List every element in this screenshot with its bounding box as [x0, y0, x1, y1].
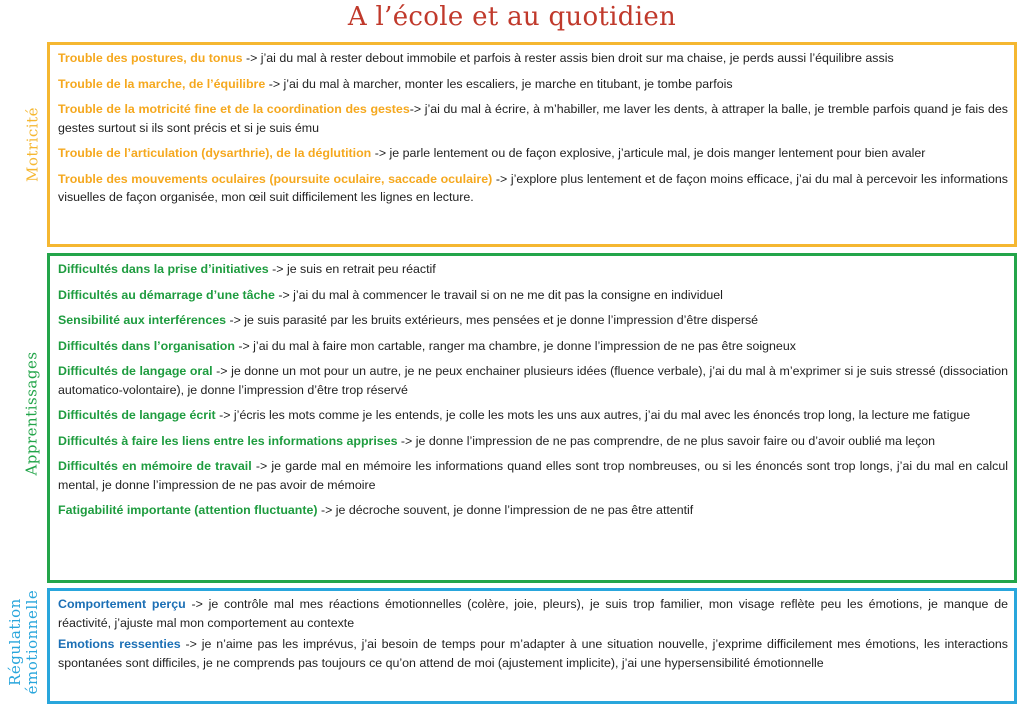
- item-term: Difficultés dans la prise d’initiatives: [58, 262, 269, 276]
- section-label-regulation: [7, 572, 43, 712]
- item-term: Difficultés au démarrage d’une tâche: [58, 287, 275, 302]
- item-term: Difficultés dans l’organisation: [58, 338, 235, 353]
- item-term: Difficultés à faire les liens entre les informations apprises: [58, 433, 398, 448]
- item-term: Fatigabilité importante (attention fluctuante): [58, 503, 318, 517]
- item-term: Sensibilité aux interférences: [58, 313, 227, 327]
- section-label-apprentissages: Apprentissages: [22, 351, 41, 476]
- list-item: [58, 75, 1008, 94]
- item-text: -> je parle lentement ou de façon explosive, j’articule mal, je dois manger lentement pour bien avaler: [371, 146, 926, 160]
- item-text: -> j’ai du mal à faire mon cartable, ranger ma chambre, je donne l’impression de ne pas être soigneux: [234, 338, 796, 353]
- list-item: [58, 311, 1008, 330]
- item-term: Difficultés de langage oral: [58, 364, 213, 378]
- list-item: [58, 635, 1008, 672]
- section-apprentissages: [47, 253, 1017, 583]
- item-term: Difficultés en mémoire de travail: [58, 459, 252, 473]
- list-item: [58, 362, 1008, 399]
- item-text: -> je suis parasité par les bruits extérieurs, mes pensées et je donne l’impression d’être dispersé: [226, 313, 759, 327]
- item-text: -> j’ai du mal à écrire, à m’habiller, me laver les dents, à attraper la balle, je tremble parfois quand je fais des gestes surtout si ils sont précis et si je suis ému: [58, 102, 1008, 135]
- list-item: [58, 260, 1008, 279]
- item-term: Trouble des postures, du tonus: [58, 51, 243, 65]
- list-item: [58, 457, 1008, 494]
- section-motricite: [47, 42, 1017, 247]
- item-text: -> j’ai du mal à marcher, monter les escaliers, je marche en titubant, je tombe parfois: [265, 76, 733, 91]
- list-item: [58, 144, 1008, 163]
- item-term: Difficultés de langage écrit: [58, 408, 216, 422]
- list-item: [58, 595, 1008, 632]
- item-text: -> je suis en retrait peu réactif: [268, 262, 436, 276]
- list-item: [58, 406, 1008, 425]
- list-item: [58, 432, 1008, 451]
- item-text: -> je décroche souvent, je donne l’impression de ne pas être attentif: [317, 503, 694, 517]
- item-term: Emotions ressenties: [58, 637, 181, 651]
- list-item: [58, 100, 1008, 137]
- item-text: -> j’ai du mal à commencer le travail si on ne me dit pas la consigne en individuel: [274, 287, 723, 302]
- item-term: Trouble des mouvements oculaires (poursuite oculaire, saccade oculaire): [58, 171, 493, 186]
- item-text: -> je contrôle mal mes réactions émotionnelles (colère, joie, pleurs), je suis trop familier, mon visage reflète peu les émotions, je manque de réactivité, j’ajuste mal mon comportement au contexte: [58, 597, 1008, 630]
- section-regulation-emotionnelle: [47, 588, 1017, 704]
- list-item: [58, 501, 1008, 520]
- item-text: -> j’écris les mots comme je les entends, je colle les mots les uns aux autres, j’ai du mal avec les énoncés trop long, la lecture me fatigue: [215, 408, 971, 422]
- item-term: Comportement perçu: [58, 597, 186, 611]
- list-item: [58, 49, 1008, 68]
- section-label-motricite: Motricité: [23, 107, 42, 182]
- item-term: Trouble de la marche, de l’équilibre: [58, 76, 266, 91]
- item-term: Trouble de la motricité fine et de la coordination des gestes: [58, 102, 410, 116]
- section-label-regulation-line1: Régulation: [6, 598, 24, 686]
- item-text: -> j’ai du mal à rester debout immobile et parfois à rester assis bien droit sur ma chaise, je perds aussi l’équilibre assis: [242, 51, 894, 65]
- section-label-regulation-line2: émotionnelle: [23, 589, 41, 695]
- item-term: Trouble de l’articulation (dysarthrie), de la déglutition: [58, 146, 372, 160]
- item-text: -> j’explore plus lentement et de façon moins efficace, j’ai du mal à percevoir les informations visuelles de façon organisée, mon œil suit difficilement les lignes en lecture.: [58, 171, 1008, 204]
- item-text: -> je donne un mot pour un autre, je ne peux enchainer plusieurs idées (fluence verbale), j’ai du mal à m’exprimer si je suis stressé (dissociation automatico-volontaire), je donne l’impression d’être trop réservé: [58, 364, 1009, 397]
- list-item: [58, 170, 1008, 207]
- item-text: -> je donne l’impression de ne pas comprendre, de ne plus savoir faire ou d’avoir oublié ma leçon: [397, 433, 936, 448]
- item-text: -> je garde mal en mémoire les informations quand elles sont trop nombreuses, ou si les énoncés sont trop longs, j’ai du mal en calcul mental, je donne l’impression de ne pas avoir de mémoire: [58, 459, 1008, 492]
- item-text: -> je n’aime pas les imprévus, j’ai besoin de temps pour m’adapter à une situation nouvelle, j’exprime difficilement mes émotions, les interactions spontanées sont difficiles, je ne comprends pas toujours ce qu’on attend de moi (ajustement implicite), j’ai une hypersensibilité émotionnelle: [58, 637, 1009, 670]
- list-item: [58, 337, 1008, 356]
- list-item: [58, 286, 1008, 305]
- page-title: A l’école et au quotidien: [347, 2, 677, 32]
